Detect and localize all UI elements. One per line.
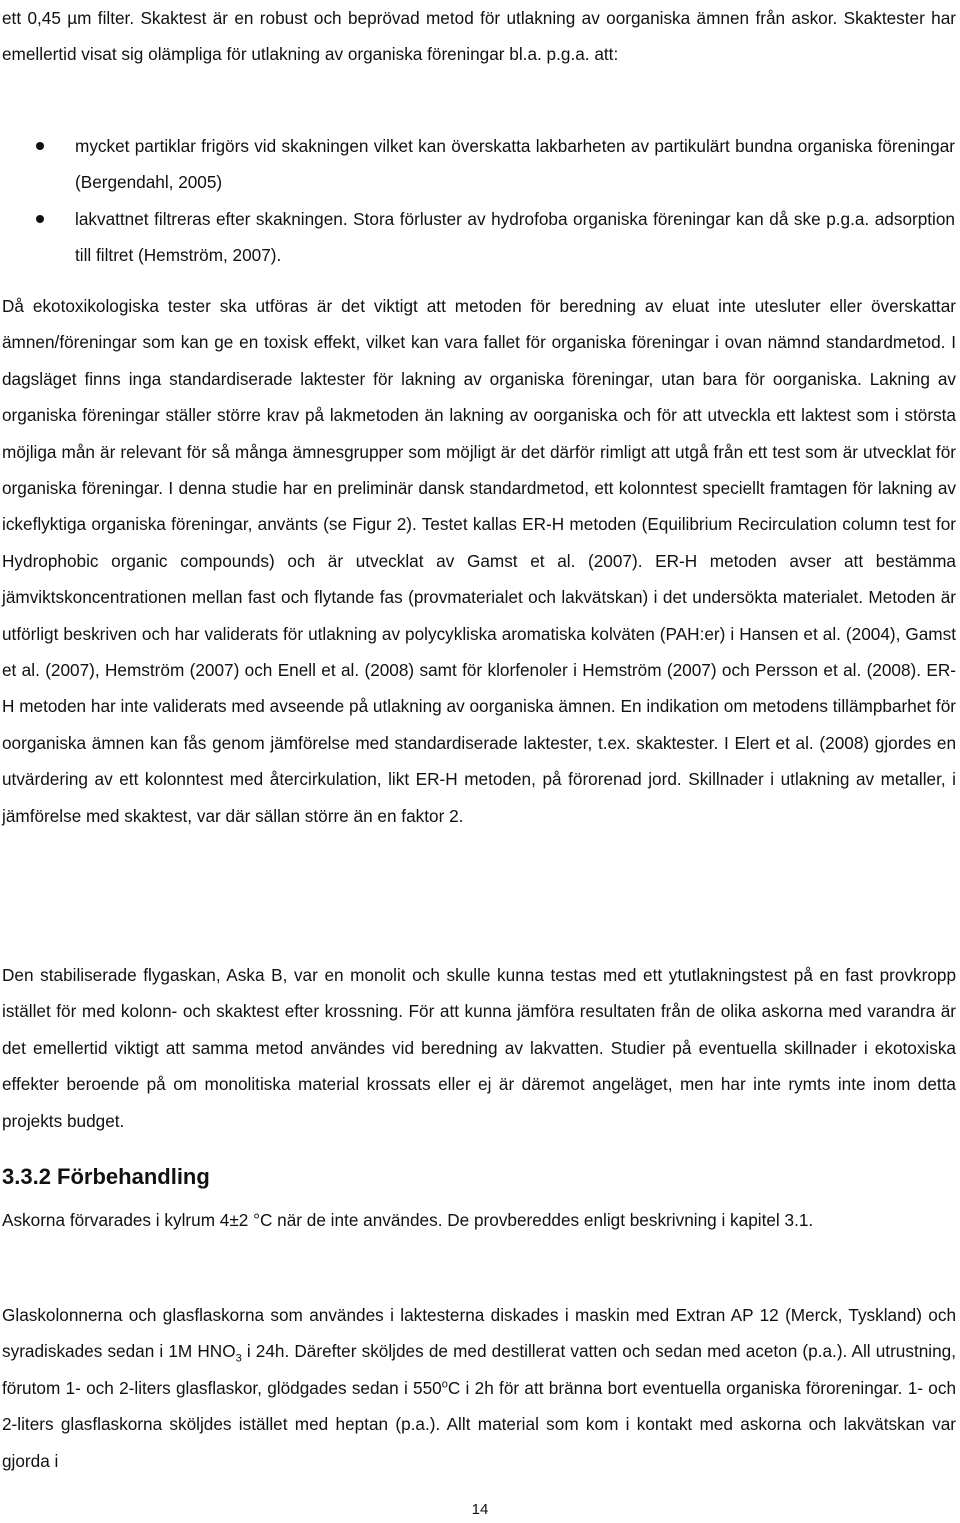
cleaning-text-2: i 24h. Därefter sköljdes de med destillerat vatten och sedan med aceton (p.a.). All utrustning, förutom 1- och 2-liters glasflaskor, glödgades sedan i 550 — [2, 1341, 956, 1398]
bullet-dot-icon — [36, 215, 44, 223]
degree-superscript: o — [441, 1378, 448, 1391]
bullet-item-filtration — [0, 201, 955, 274]
storage-paragraph: Askorna förvarades i kylrum 4±2 °C när de inte användes. De provbereddes enligt beskrivning i kapitel 3.1. — [2, 1210, 814, 1230]
flyash-paragraph: Den stabiliserade flygaskan, Aska B, var en monolit och skulle kunna testas med ett ytutlakningstest på en fast provkropp istället för med kolonn- och skaktest efter krossning. För att kunna jämföra resultaten från de olika askorna med varandra är det emellertid viktigt att samma metod användes vid beredning av lakvatten. Studier på eventuella skillnader i ekotoxiska effekter beroende på om monolitiska material krossats eller ej är däremot angeläget, men har inte rymts inte inom detta projekts budget. — [2, 965, 956, 1131]
cleaning-paragraph — [2, 1297, 956, 1479]
bullet-text: lakvattnet filtreras efter skakningen. Stora förluster av hydrofoba organiska föreningar kan då ske p.g.a. adsorption till filtret (Hemström, 2007). — [75, 208, 955, 266]
cleaning-text-3: C i 2h för att bränna bort eventuella organiska föroreningar. 1- och 2-liters glasflaskorna sköljdes istället med heptan (p.a.). Allt material som kom i kontakt med askorna och lakvätskan var gjorda i — [2, 1377, 956, 1471]
ecotox-paragraph: Då ekotoxikologiska tester ska utföras är det viktigt att metoden för beredning av eluat inte utesluter eller överskattar ämnen/föreningar som kan ge en toxisk effekt, vilket kan vara fallet för organiska föreningar i ovan nämnd standardmetod. I dagsläget finns inga standardiserade laktester för lakning av organiska föreningar, utan bara för oorganiska. Lakning av organiska föreningar ställer större krav på lakmetoden än lakning av oorganiska och för att utveckla ett laktest som i största möjliga mån är relevant för så många ämnesgrupper som möjligt är det därför rimligt att utgå från ett test som är utvecklat för organiska föreningar. I denna studie har en preliminär dansk standardmetod, ett kolonntest speciellt framtagen för lakning av ickeflyktiga organiska föreningar, använts (se Figur 2). Testet kallas ER-H metoden (Equilibrium Recirculation column test for Hydrophobic organic compounds) och är utvecklat av Gamst et al. (2007). ER-H metoden avser att bestämma jämviktskoncentrationen mellan fast och flytande fas (provmaterialet och lakvätskan) i det undersökta materialet. Metoden är utförligt beskriven och har validerats för utlakning av polycykliska aromatiska kolväten (PAH:er) i Hansen et al. (2004), Gamst et al. (2007), Hemström (2007) och Enell et al. (2008) samt för klorfenoler i Hemström (2007) och Persson et al. (2008). ER-H metoden har inte validerats med avseende på utlakning av oorganiska ämnen. En indikation om metodens tillämpbarhet för oorganiska ämnen kan fås genom jämförelse med standardiserade laktester, t.ex. skaktester. I Elert et al. (2008) gjordes en utvärdering av ett kolonntest med återcirkulation, likt ER-H metoden, på förorenad jord. Skillnader i utlakning av metaller, i jämförelse med skaktest, var där sällan större än en faktor 2. — [2, 296, 956, 826]
intro-paragraph: ett 0,45 µm filter. Skaktest är en robust och beprövad metod för utlakning av oorganiska ämnen från askor. Skaktester har emellertid visat sig olämpliga för utlakning av organiska föreningar bl.a. p.g.a. att: — [2, 8, 956, 65]
section-heading: 3.3.2 Förbehandling — [2, 1164, 210, 1189]
subscript-3: 3 — [235, 1352, 242, 1365]
bullet-item-particles — [0, 128, 955, 201]
page-number: 14 — [471, 1501, 489, 1518]
bullet-list — [0, 128, 958, 274]
bullet-text: mycket partiklar frigörs vid skakningen vilket kan överskatta lakbarheten av partikulärt bundna organiska föreningar (Bergendahl, 2005) — [75, 136, 955, 193]
bullet-dot-icon — [36, 142, 44, 150]
cleaning-text-1: Glaskolonnerna och glasflaskorna som användes i laktesterna diskades i maskin med Extran AP 12 (Merck, Tyskland) och syradiskades sedan i 1M HNO — [2, 1305, 956, 1362]
